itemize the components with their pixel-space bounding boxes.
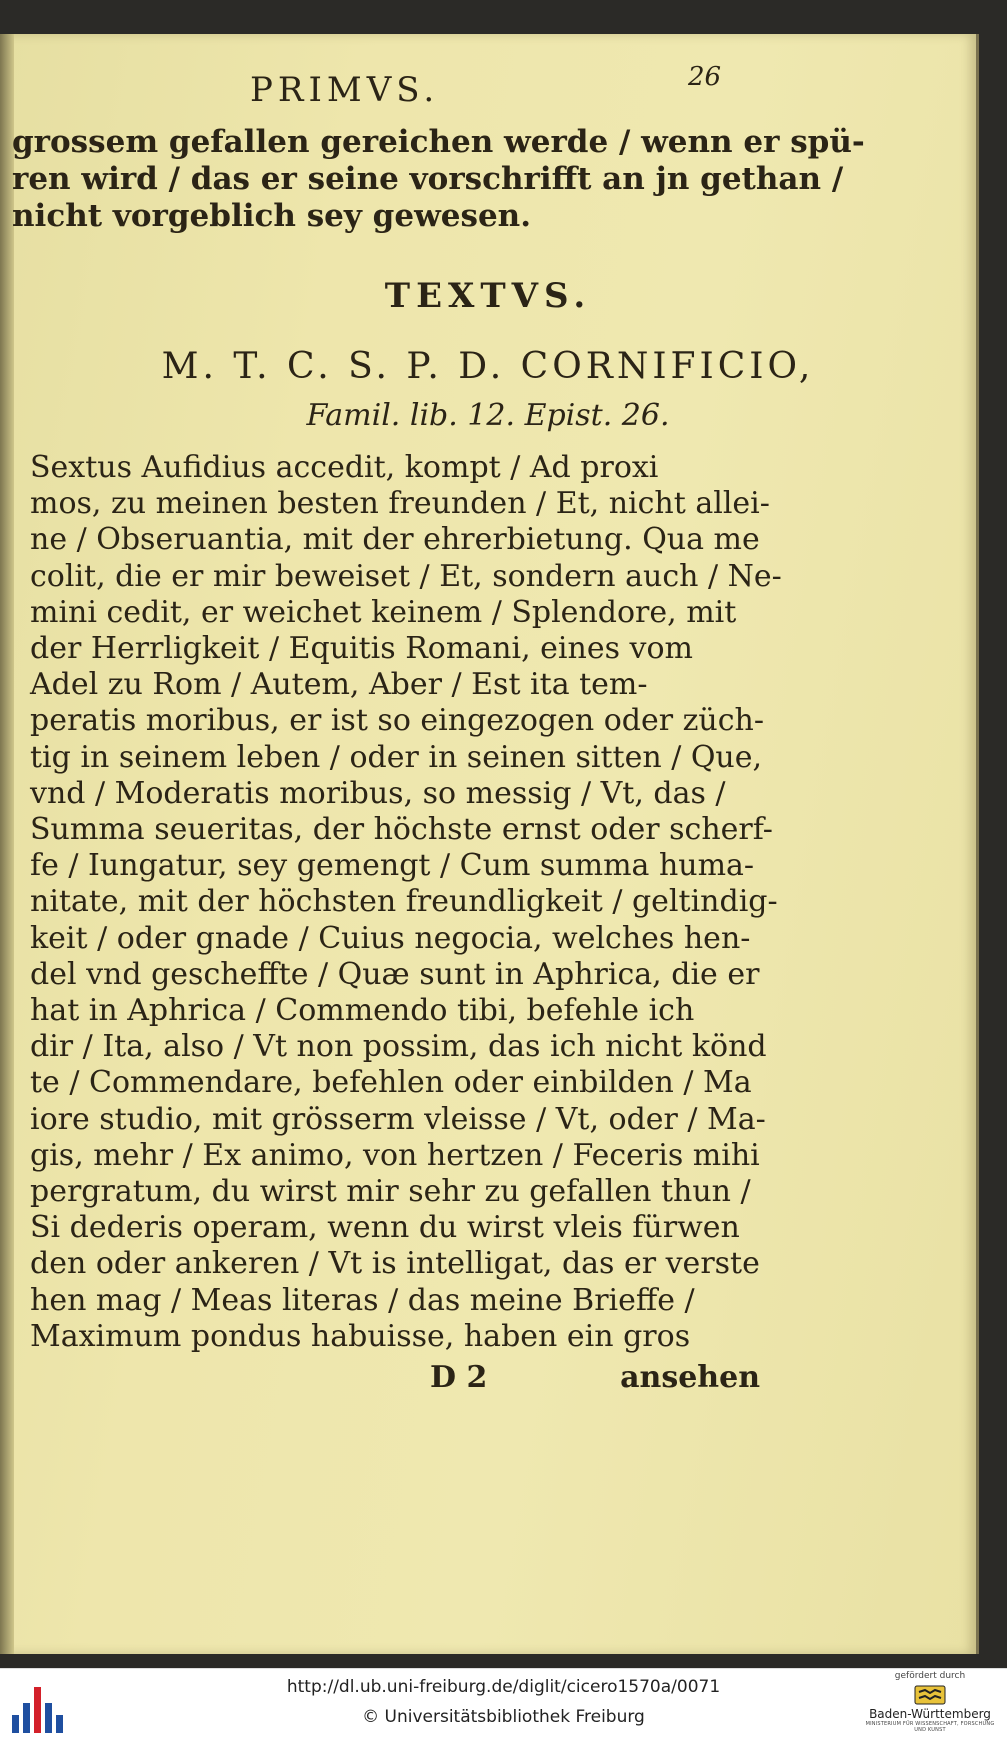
body-line: mini cedit, er weichet keinem / Splendore, mit [30, 594, 737, 630]
catchword: ansehen [620, 1360, 760, 1395]
body-line: pergratum, du wirst mir sehr zu gefallen thun / [30, 1174, 751, 1210]
body-line: del vnd gescheffte / Quæ sunt in Aphrica, die er [30, 956, 760, 992]
body-line: mos, zu meinen besten freunden / Et, nicht allei- [30, 486, 770, 522]
sponsor-name: Baden-Württemberg [869, 1707, 991, 1721]
page-footer-line [430, 1360, 760, 1400]
body-line: keit / oder gnade / Cuius negocia, welches hen- [30, 920, 751, 956]
letter-reference: Famil. lib. 12. Epist. 26. [306, 398, 670, 433]
state-crest-icon [913, 1684, 947, 1706]
body-line: der Herrligkeit / Equitis Romani, eines vom [30, 631, 693, 667]
page-header [0, 62, 976, 110]
intro-paragraph [12, 124, 865, 235]
viewer-footer [0, 1668, 1007, 1741]
body-line: gis, mehr / Ex animo, von hertzen / Feceris mihi [30, 1137, 760, 1173]
body-line: fe / Iungatur, sey gemengt / Cum summa huma- [30, 848, 755, 884]
body-line: Sextus Aufidius accedit, kompt / Ad proxi [30, 450, 659, 485]
running-title: PRIMVS. [250, 70, 440, 110]
body-line: dir / Ita, also / Vt non possim, das ich nicht könd [30, 1029, 767, 1065]
body-line: Si dederis operam, wenn du wirst vleis fürwen [30, 1210, 740, 1246]
body-line: Maximum pondus habuisse, haben ein gros [30, 1318, 691, 1354]
intro-line: grossem gefallen gereichen werde / wenn er spü- [12, 124, 865, 160]
body-line: tig in seinem leben / oder in seinen sitten / Que, [30, 739, 763, 775]
body-line: ne / Obseruantia, mit der ehrerbietung. Qua me [30, 522, 760, 558]
body-line: hat in Aphrica / Commendo tibi, befehle ich [30, 993, 695, 1029]
letter-body [30, 450, 782, 1355]
section-heading: TEXTVS. [384, 276, 592, 316]
body-line: colit, die er mir beweiset / Et, sondern auch / Ne- [30, 558, 782, 594]
sponsor-caption: gefördert durch [894, 1671, 966, 1681]
sponsor-block [865, 1671, 995, 1739]
body-line: hen mag / Meas literas / das meine Brieffe / [30, 1282, 695, 1318]
body-line: vnd / Moderatis moribus, so messig / Vt, das / [30, 775, 726, 811]
body-line: den oder ankeren / Vt is intelligat, das er verste [30, 1246, 760, 1282]
letter-heading: M. T. C. S. P. D. CORNIFICIO, [161, 346, 815, 387]
body-line: Adel zu Rom / Autem, Aber / Est ita tem- [30, 667, 648, 703]
ministry-name: MINISTERIUM FÜR WISSENSCHAFT, FORSCHUNG UND KUNST [865, 1721, 995, 1733]
body-line: peratis moribus, er ist so eingezogen oder züch- [30, 703, 765, 739]
copyright-notice: © Universitätsbibliothek Freiburg [362, 1707, 645, 1727]
signature-mark: D 2 [430, 1360, 488, 1395]
body-line: Summa seueritas, der höchste ernst oder scherf- [30, 812, 773, 848]
permalink-url[interactable]: http://dl.ub.uni-freiburg.de/diglit/cicero1570a/0071 [286, 1677, 721, 1697]
intro-line: nicht vorgeblich sey gewesen. [12, 198, 531, 234]
body-line: iore studio, mit grösserm vleisse / Vt, oder / Ma- [30, 1101, 766, 1137]
intro-line: ren wird / das er seine vorschrifft an jn gethan / [12, 161, 844, 197]
folio-number: 26 [688, 62, 722, 92]
body-line: nitate, mit der höchsten freundligkeit / geltindig- [30, 884, 778, 920]
body-line: te / Commendare, befehlen oder einbilden / Ma [30, 1065, 752, 1101]
